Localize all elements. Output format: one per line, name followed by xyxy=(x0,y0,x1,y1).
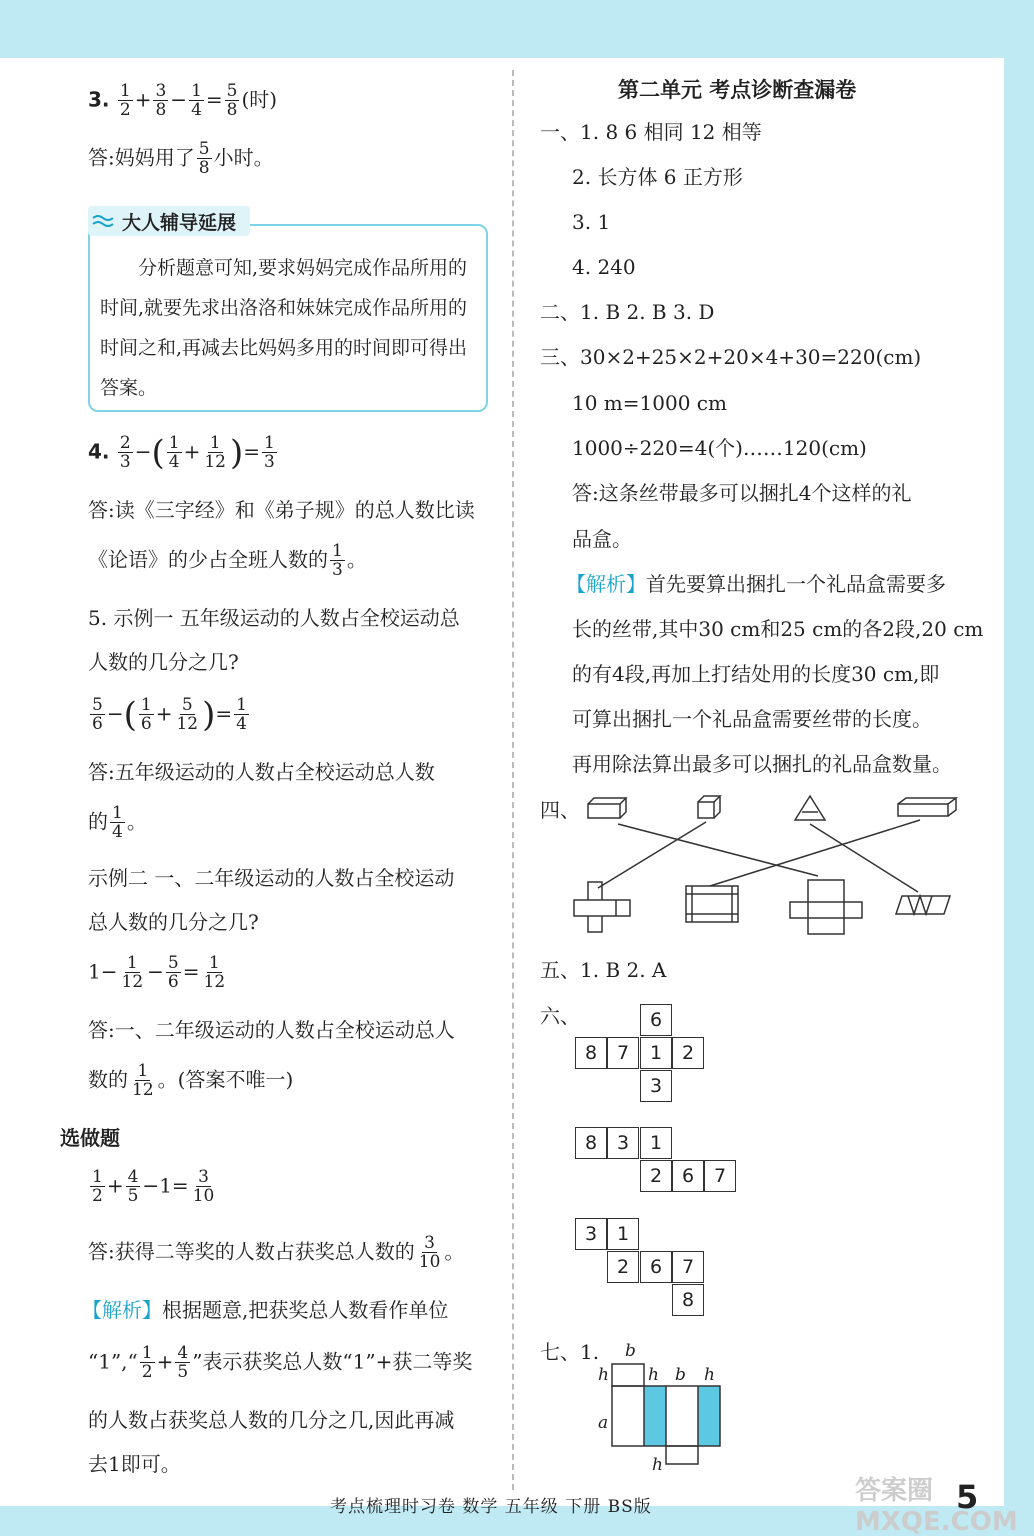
flat-cuboid-icon xyxy=(898,804,948,816)
cuboid-icon xyxy=(588,804,620,818)
fraction: $\frac{3}{8}$ xyxy=(155,81,167,121)
cube-face-cell: 3 xyxy=(575,1218,607,1250)
cube-face-cell: 1 xyxy=(640,1127,672,1159)
cube-face-cell: 1 xyxy=(607,1218,639,1250)
right-wave-border xyxy=(1004,0,1034,1536)
cube-face-cell: 8 xyxy=(672,1284,704,1316)
cube-face-cell: 6 xyxy=(640,1251,672,1283)
cube-face-cell: 7 xyxy=(704,1160,736,1192)
cube-face-cell: 7 xyxy=(672,1251,704,1283)
svg-text:h: h xyxy=(652,1455,663,1475)
cube-face-cell: 8 xyxy=(575,1037,607,1069)
section3-expl5: 再用除法算出最多可以捆扎的礼品盒数量。 xyxy=(572,752,952,776)
optional-explanation-line1: 【解析】根据题意,把获奖总人数看作单位 xyxy=(82,1298,449,1322)
tutoring-box-title: 大人辅导延展 xyxy=(88,206,250,236)
section4-label: 四、 xyxy=(540,798,580,822)
section3-expl1: 【解析】首先要算出捆扎一个礼品盒需要多 xyxy=(566,572,946,596)
section1-line1: 一、1. 8 6 相同 12 相等 xyxy=(540,120,762,144)
top-wave-border xyxy=(0,0,1034,58)
section3-line1: 三、30×2+25×2+20×4+30=220(cm) xyxy=(540,345,922,369)
ex2-answer-line1: 答:一、二年级运动的人数占全校运动总人 xyxy=(88,1018,455,1042)
q5-line1: 5. 示例一 五年级运动的人数占全校运动总 xyxy=(88,606,460,630)
wave-icon xyxy=(92,213,114,229)
section2: 二、1. B 2. B 3. D xyxy=(540,300,715,324)
section3-expl2: 长的丝带,其中30 cm和25 cm的各2段,20 cm xyxy=(572,617,984,641)
optional-title: 选做题 xyxy=(60,1126,120,1150)
svg-text:b: b xyxy=(675,1365,686,1385)
section6-label: 六、 xyxy=(540,1004,580,1028)
section3-line5: 品盒。 xyxy=(572,527,632,551)
cube-face-cell: 3 xyxy=(607,1127,639,1159)
ex2-answer-line2: 数的 $\frac{1}{12}$ 。(答案不唯一) xyxy=(88,1061,294,1101)
q3-equation: 3. $\frac{1}{2}$ + $\frac{3}{8}$ − $\frac{1}{4}$ = $\frac{5}{8}$ (时) xyxy=(88,81,278,121)
cube-icon xyxy=(698,802,714,818)
optional-answer: 答:获得二等奖的人数占获奖总人数的 $\frac{3}{10}$ 。 xyxy=(88,1233,465,1273)
optional-equation: $\frac{1}{2}$ + $\frac{4}{5}$ −1= $\frac{3}{10}$ xyxy=(92,1167,215,1207)
section5: 五、1. B 2. A xyxy=(540,958,667,982)
cube-face-cell: 3 xyxy=(640,1070,672,1102)
section3-expl4: 可算出捆扎一个礼品盒需要丝带的长度。 xyxy=(572,707,932,731)
tutoring-box-text: 分析题意可知,要求妈妈完成作品所用的时间,就要先求出洛洛和妹妹完成作品所用的时间之和,再减去比妈妈多用的时间即可得出答案。 xyxy=(100,257,468,399)
cube-face-cell: 2 xyxy=(640,1160,672,1192)
cube-face-cell: 1 xyxy=(640,1037,672,1069)
triangle-prism-icon xyxy=(795,796,825,820)
section1-line3: 3. 1 xyxy=(572,210,611,234)
unit-title: 第二单元 考点诊断查漏卷 xyxy=(618,78,857,102)
cuboid-net-diagram xyxy=(590,1340,740,1480)
optional-explanation-line3: 的人数占获奖总人数的几分之几,因此再减 xyxy=(88,1408,455,1432)
ex2-line1: 示例二 一、二年级运动的人数占全校运动 xyxy=(88,866,455,890)
column-divider xyxy=(512,70,514,1490)
section1-line4: 4. 240 xyxy=(572,255,636,279)
q5-equation: $\frac{5}{6}$ −( $\frac{1}{6}$ + $\frac{5}{12}$ )= $\frac{1}{4}$ xyxy=(92,694,247,735)
cube-face-cell: 7 xyxy=(607,1037,639,1069)
section3-expl3: 的有4段,再加上打结处用的长度30 cm,即 xyxy=(572,662,940,686)
q5-answer-line2: 的 $\frac{1}{4}$ 。 xyxy=(88,803,147,843)
q4-equation: 4. $\frac{2}{3}$ −( $\frac{1}{4}$ + $\frac{1}{12}$ )= $\frac{1}{3}$ xyxy=(88,432,275,473)
ex2-equation: 1− $\frac{1}{12}$ − $\frac{5}{6}$ = $\frac{1}{12}$ xyxy=(88,953,226,993)
cube-face-cell: 8 xyxy=(575,1127,607,1159)
footer-text: 考点梳理时习卷 数学 五年级 下册 BS版 xyxy=(330,1497,652,1517)
fraction: $\frac{5}{8}$ xyxy=(198,139,210,179)
cube-face-cell: 2 xyxy=(672,1037,704,1069)
optional-explanation-line2: “1”,“ $\frac{1}{2}$ + $\frac{4}{5}$ ”表示获奖总人数“1”+获二等奖 xyxy=(88,1343,473,1383)
svg-text:a: a xyxy=(598,1413,609,1433)
fraction: $\frac{1}{2}$ xyxy=(119,81,131,121)
svg-text:b: b xyxy=(625,1341,636,1361)
section7-label: 七、1. xyxy=(540,1340,600,1364)
cube-face-cell: 6 xyxy=(640,1004,672,1036)
section3-line3: 1000÷220=4(个)……120(cm) xyxy=(572,436,867,460)
q4-answer-line2: 《论语》的少占全班人数的 $\frac{1}{3}$ 。 xyxy=(88,541,367,581)
fraction: $\frac{5}{8}$ xyxy=(226,81,238,121)
q3-label: 3. xyxy=(88,87,110,112)
section4-matching-diagram xyxy=(560,790,960,940)
q3-answer: 答:妈妈用了 $\frac{5}{8}$ 小时。 xyxy=(88,139,274,179)
page-number: 5 xyxy=(956,1478,979,1516)
q5-answer-line1: 答:五年级运动的人数占全校运动总人数 xyxy=(88,760,435,784)
fraction: $\frac{1}{4}$ xyxy=(191,81,202,121)
svg-text:h: h xyxy=(704,1365,715,1385)
ex2-line2: 总人数的几分之几? xyxy=(88,910,259,934)
section3-line4: 答:这条丝带最多可以捆扎4个这样的礼 xyxy=(572,481,912,505)
svg-text:h: h xyxy=(648,1365,659,1385)
section3-line2: 10 m=1000 cm xyxy=(572,391,727,415)
cube-face-cell: 6 xyxy=(672,1160,704,1192)
svg-text:h: h xyxy=(598,1365,609,1385)
watermark: 答案圈 MXQE.COM xyxy=(855,1476,1018,1537)
q4-answer-line1: 答:读《三字经》和《弟子规》的总人数比读 xyxy=(88,498,475,522)
optional-explanation-line4: 去1即可。 xyxy=(88,1452,181,1476)
cube-face-cell: 2 xyxy=(607,1251,639,1283)
section1-line2: 2. 长方体 6 正方形 xyxy=(572,165,743,189)
q5-line2: 人数的几分之几? xyxy=(88,650,239,674)
